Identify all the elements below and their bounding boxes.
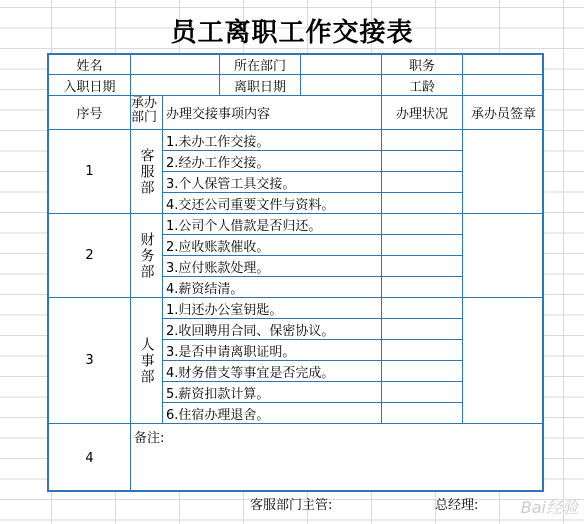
task-item: 1.公司个人借款是否归还。 (163, 214, 382, 235)
remarks-cell[interactable]: 备注: (134, 431, 165, 446)
task-item: 1.未办工作交接。 (163, 130, 382, 151)
group-seq: 1 (49, 130, 131, 214)
status-cell[interactable] (382, 403, 463, 424)
status-cell[interactable] (382, 256, 463, 277)
task-item: 1.归还办公室钥匙。 (163, 298, 382, 319)
group-dept: 人事部 (131, 298, 163, 424)
status-cell[interactable] (382, 193, 463, 214)
status-cell[interactable] (382, 151, 463, 172)
gm-label: 总经理: (435, 498, 479, 513)
watermark: Bai经验 (520, 498, 578, 517)
status-cell[interactable] (382, 172, 463, 193)
header-sign: 承办员签章 (463, 96, 544, 130)
sign-cell[interactable] (463, 214, 544, 298)
task-item: 6.住宿办理退舍。 (163, 403, 382, 424)
task-item: 3.是否申请离职证明。 (163, 340, 382, 361)
task-item: 2.收回聘用合同、保密协议。 (163, 319, 382, 340)
leave-date-label: 离职日期 (220, 75, 301, 96)
leave-date-value-cell[interactable] (301, 75, 382, 96)
status-cell[interactable] (382, 319, 463, 340)
task-item: 3.个人保管工具交接。 (163, 172, 382, 193)
seniority-value-cell[interactable] (463, 75, 544, 96)
sign-cell[interactable] (463, 130, 544, 214)
status-cell[interactable] (382, 277, 463, 298)
cs-manager-label: 客服部门主管: (250, 498, 333, 513)
task-item: 5.薪资扣款计算。 (163, 382, 382, 403)
entry-date-value-cell[interactable] (131, 75, 220, 96)
header-status: 办理状况 (382, 96, 463, 130)
status-cell[interactable] (382, 130, 463, 151)
task-item: 4.交还公司重要文件与资料。 (163, 193, 382, 214)
group-seq: 2 (49, 214, 131, 298)
dept-label: 所在部门 (220, 55, 301, 75)
task-item: 4.薪资结清。 (163, 277, 382, 298)
position-value-cell[interactable] (463, 55, 544, 75)
sign-cell[interactable] (463, 298, 544, 424)
task-item: 2.应收账款催收。 (163, 235, 382, 256)
status-cell[interactable] (382, 235, 463, 256)
group-dept: 客服部 (131, 130, 163, 214)
entry-date-label: 入职日期 (49, 75, 131, 96)
name-label: 姓名 (49, 55, 131, 75)
sheet-title: 员工离职工作交接表 (170, 18, 414, 48)
name-value-cell[interactable] (131, 55, 220, 75)
status-cell[interactable] (382, 214, 463, 235)
status-cell[interactable] (382, 298, 463, 319)
header-dept: 承办部门 (131, 96, 163, 130)
header-items: 办理交接事项内容 (163, 96, 382, 130)
task-item: 2.经办工作交接。 (163, 151, 382, 172)
task-item: 4.财务借支等事宜是否完成。 (163, 361, 382, 382)
status-cell[interactable] (382, 340, 463, 361)
status-cell[interactable] (382, 361, 463, 382)
handover-table (47, 53, 544, 492)
group-seq: 3 (49, 298, 131, 424)
seniority-label: 工龄 (382, 75, 463, 96)
group-dept: 财务部 (131, 214, 163, 298)
task-item: 3.应付账款处理。 (163, 256, 382, 277)
dept-value-cell[interactable] (301, 55, 382, 75)
position-label: 职务 (382, 55, 463, 75)
remarks-seq: 4 (49, 424, 131, 492)
header-seq: 序号 (49, 96, 131, 130)
status-cell[interactable] (382, 382, 463, 403)
